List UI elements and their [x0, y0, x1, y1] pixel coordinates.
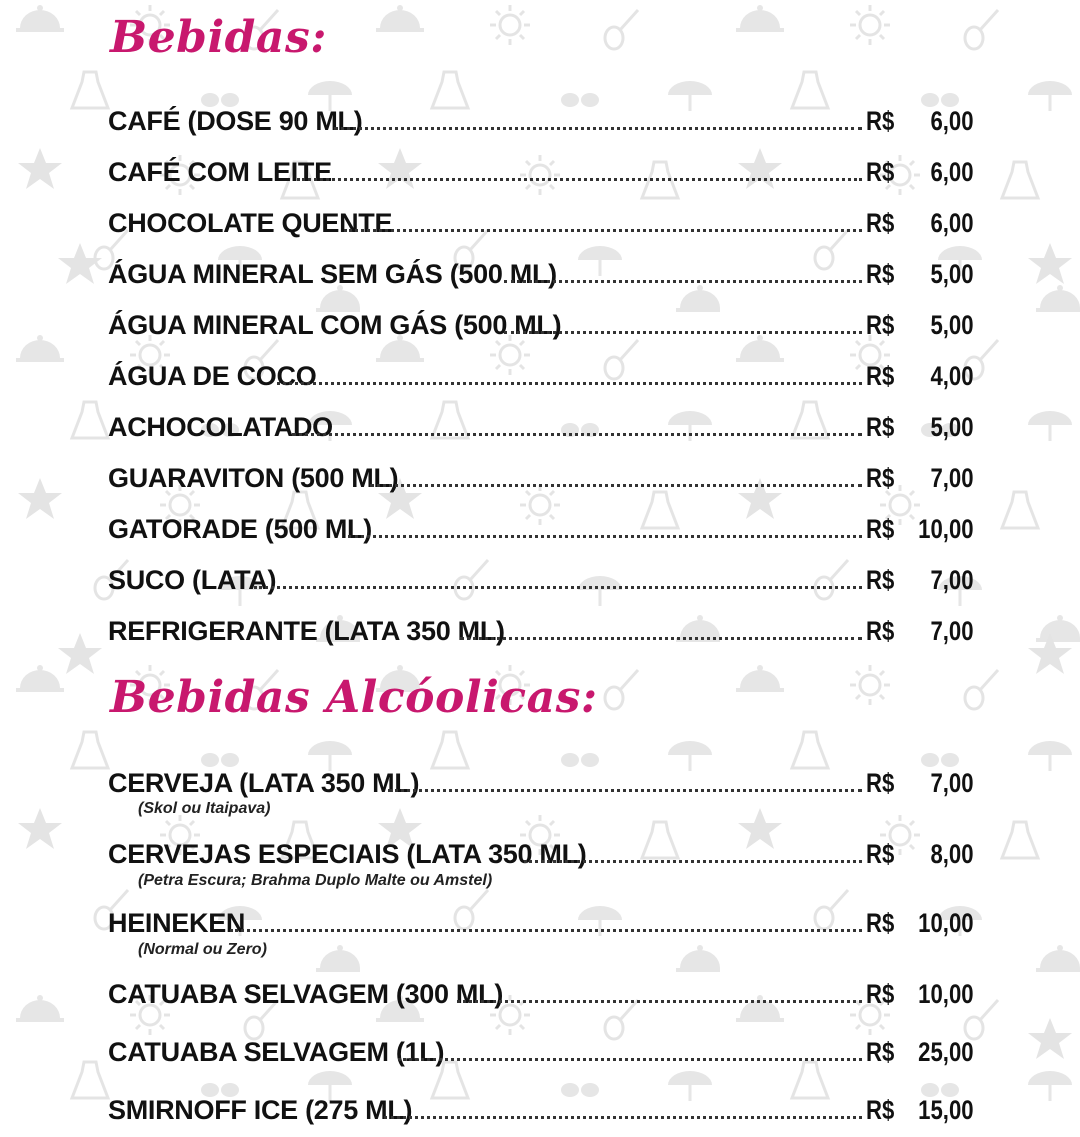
menu-item [108, 304, 974, 340]
menu-item [108, 100, 974, 136]
item-price: R$ 8,00 [866, 839, 974, 869]
item-price: R$ 7,00 [866, 565, 974, 595]
leader-dots [524, 860, 862, 863]
menu-item [108, 833, 974, 869]
item-price: R$ 15,00 [866, 1095, 974, 1125]
item-name: GATORADE (500 ML) [108, 514, 372, 544]
item-price: R$ 7,00 [866, 768, 974, 798]
item-name: GUARAVITON (500 ML) [108, 463, 399, 493]
leader-dots [277, 382, 862, 385]
menu-item [108, 1031, 974, 1067]
item-name: CATUABA SELVAGEM (1L) [108, 1037, 445, 1067]
item-name: HEINEKEN [108, 908, 246, 938]
item-price: R$ 7,00 [866, 616, 974, 646]
item-price: R$ 10,00 [866, 908, 974, 938]
item-price: R$ 10,00 [866, 979, 974, 1009]
leader-dots [254, 586, 862, 589]
section-title-bebidas-alcoolicas: Bebidas Alcóolicas: [110, 672, 598, 723]
leader-dots [460, 637, 862, 640]
item-price: R$ 6,00 [866, 208, 974, 238]
leader-dots [457, 1000, 862, 1003]
menu-item [108, 610, 974, 646]
section-title-bebidas: Bebidas: [110, 12, 327, 63]
item-name: ÁGUA DE COCO [108, 361, 317, 391]
menu-item [108, 253, 974, 289]
item-name: ÁGUA MINERAL SEM GÁS (500 ML) [108, 259, 557, 289]
menu-item [108, 151, 974, 187]
menu-item [108, 355, 974, 391]
item-name: CATUABA SELVAGEM (300 ML) [108, 979, 504, 1009]
item-price: R$ 7,00 [866, 463, 974, 493]
menu-item [108, 1089, 974, 1125]
item-price: R$ 6,00 [866, 106, 974, 136]
item-name: SMIRNOFF ICE (275 ML) [108, 1095, 413, 1125]
item-note: (Petra Escura; Brahma Duplo Malte ou Amstel) [138, 872, 493, 889]
menu-item [108, 559, 974, 595]
item-price: R$ 5,00 [866, 412, 974, 442]
menu-item [108, 762, 974, 798]
menu-item [108, 457, 974, 493]
leader-dots [344, 229, 862, 232]
item-name: ÁGUA MINERAL COM GÁS (500 ML) [108, 310, 562, 340]
item-price: R$ 5,00 [866, 259, 974, 289]
leader-dots [398, 1058, 862, 1061]
leader-dots [388, 789, 862, 792]
item-name: CHOCOLATE QUENTE [108, 208, 393, 238]
item-name: CAFÉ (DOSE 90 ML) [108, 106, 363, 136]
leader-dots [348, 535, 862, 538]
leader-dots [504, 280, 862, 283]
menu-item [108, 508, 974, 544]
leader-dots [384, 1116, 862, 1119]
item-price: R$ 25,00 [866, 1037, 974, 1067]
leader-dots [504, 331, 862, 334]
item-price: R$ 6,00 [866, 157, 974, 187]
menu-item [108, 406, 974, 442]
menu-item [108, 202, 974, 238]
item-note: (Skol ou Itaipava) [138, 800, 271, 817]
item-price: R$ 10,00 [866, 514, 974, 544]
item-name: CERVEJA (LATA 350 ML) [108, 768, 420, 798]
menu-item [108, 973, 974, 1009]
menu-item [108, 902, 974, 938]
leader-dots [230, 929, 862, 932]
item-name: CAFÉ COM LEITE [108, 157, 332, 187]
item-name: SUCO (LATA) [108, 565, 277, 595]
item-name: ACHOCOLATADO [108, 412, 333, 442]
leader-dots [297, 178, 862, 181]
item-note: (Normal ou Zero) [138, 941, 267, 958]
item-price: R$ 4,00 [866, 361, 974, 391]
item-name: REFRIGERANTE (LATA 350 ML) [108, 616, 505, 646]
leader-dots [370, 484, 862, 487]
leader-dots [292, 433, 862, 436]
leader-dots [334, 127, 862, 130]
item-name: CERVEJAS ESPECIAIS (LATA 350 ML) [108, 839, 587, 869]
item-price: R$ 5,00 [866, 310, 974, 340]
